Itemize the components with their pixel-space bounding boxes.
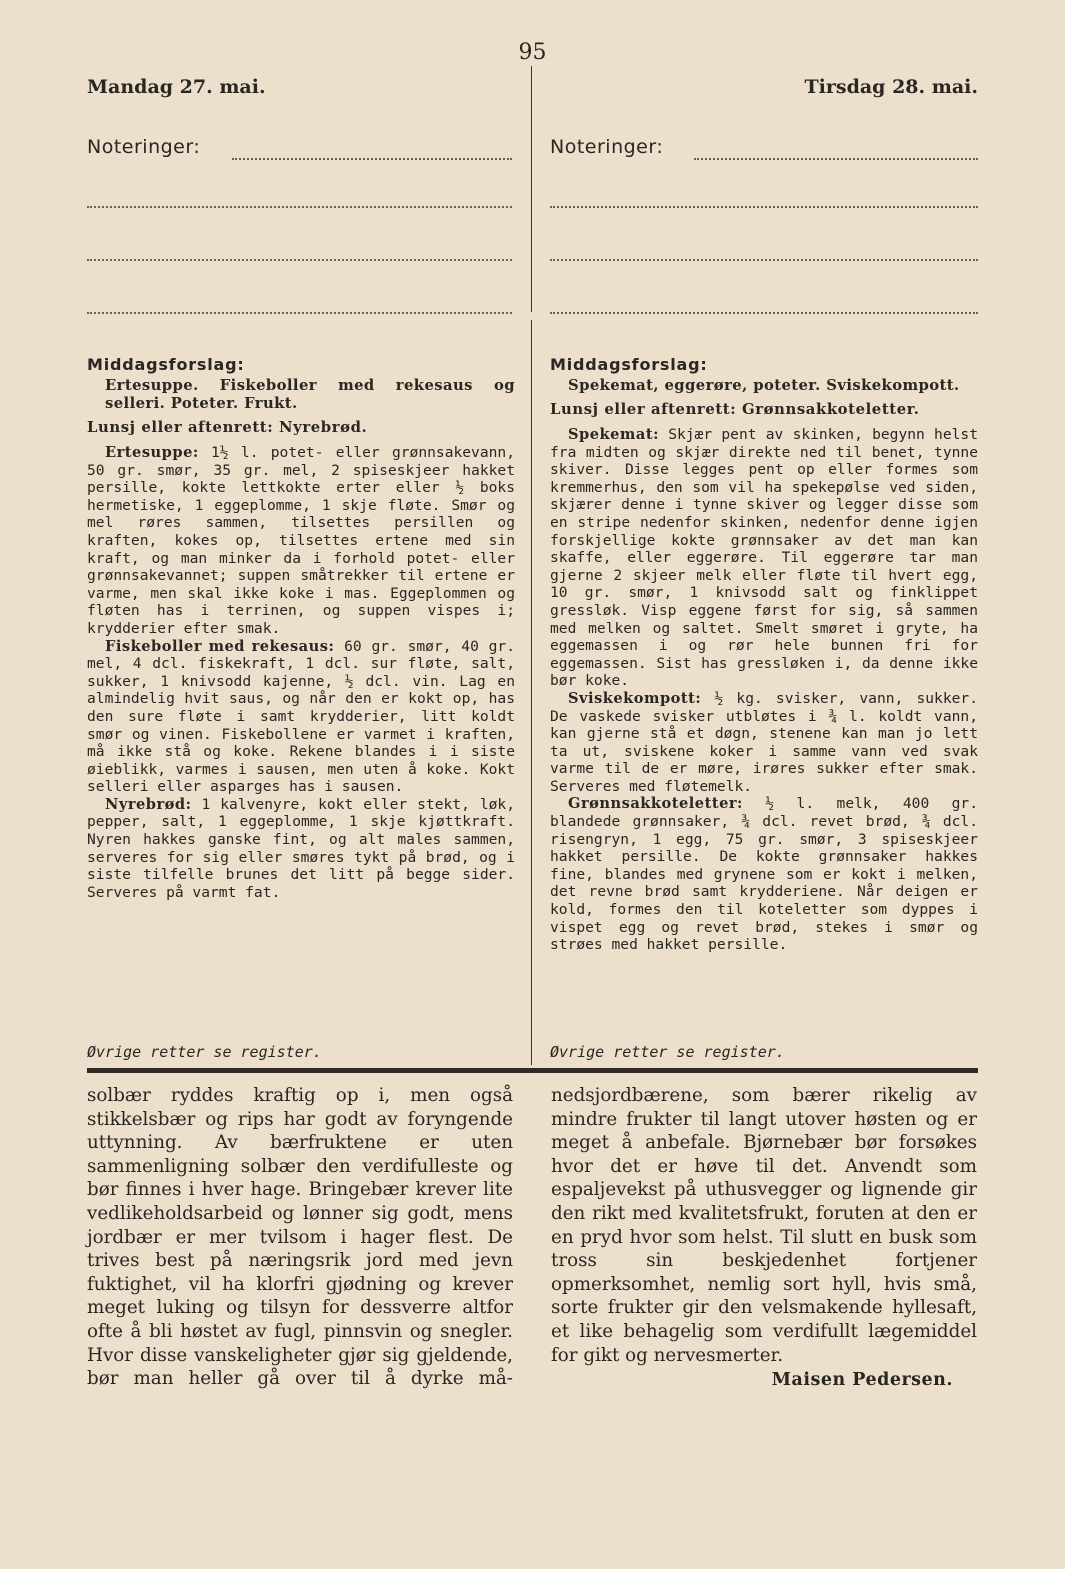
right-see-register: Øvrige retter se register.	[550, 1043, 785, 1061]
article-right-text: nedsjordbærene, som bærer rikelig av mindre frukter til langt utover høsten og er meget å anbefale. Bjørnebær bør forsøkes hvor det er høve til det. Anvendt som espaljevekst på uthusvegger og lignende gir den rikt med kvalitetsfrukt, foruten at den er en pryd hvor som helst. Til slutt en busk som tross sin beskjedenhet fortjener opmerksomhet, nemlig sort hyll, hvis små, sorte frukter gir den velsmakende hyllesaft, et like behagelig som verdifullt lægemiddel for gikt og nervesmerter.	[551, 1085, 977, 1366]
right-notes-line-3[interactable]	[550, 259, 978, 261]
recipe-text: 1½ l. potet- eller grønnsakevann, 50 gr. smør, 35 gr. mel, 2 spiseskjeer hakket persille, kokte lettkokte erter eller ½ boks hermetiske, 1 eggeplomme, 1 skje fløte. Smør og mel røres sammen, tilsettes persillen og kraften, kokes op, tilsettes ertene med sin kraft, og man minker da i forhold potet- eller grønnsakevannet; suppen småtrekker til ertene er varme, men skal ikke koke i mas. Eggeplommen og fløten has i terrinen, og suppen vispes i; krydderier efter smak.	[87, 444, 515, 637]
recipe-text: Skjær pent av skinken, begynn helst fra midten og skjær direkte ned til benet, tynne skiver. Disse legges pent op eller formes som kremmerhus, den som vil ha spekepølse ved siden, skjærer denne i tynne skiver og legger disse som en stripe nedenfor skinken, nedenfor denne igjen forskjellige kokte grønnsaker av det man kan skaffe, eller eggerøre. Til eggerøre tar man gjerne 2 skjeer melk eller fløte til hvert egg, 10 gr. smør, 1 knivsodd salt og finklippet gressløk. Visp eggene først for sig, så sammen med melken og saltet. Smelt smøret i gryte, ha eggemassen i og rør hele bunnen fri for eggemassen. Sist has gressløken i, da denne ikke bør koke.	[550, 426, 978, 690]
right-notes-line-1[interactable]	[694, 158, 978, 160]
recipe-title: Grønnsakkoteletter:	[568, 795, 743, 813]
right-notes-line-4[interactable]	[550, 312, 978, 314]
recipe-text: 1 kalvenyre, kokt eller stekt, løk, pepper, salt, 1 eggeplomme, 1 skje kjøttkraft. Nyren hakkes ganske fint, og alt males sammen, serveres for sig eller smøres tykt på brød, og i siste tilfelle brunes det litt på begge sider. Serveres på varmt fat.	[87, 795, 515, 901]
left-dinner-menu: Ertesuppe. Fiskeboller med rekesaus og selleri. Poteter. Frukt.	[105, 377, 515, 412]
left-notes-line-2[interactable]	[87, 206, 512, 208]
article-left-text: solbær ryddes kraftig op i, men også stikkelsbær og rips har godt av foryngende uttynning. Av bærfruktene er uten sammenligning solbær den verdifulleste og bør finnes i hver hage. Bringebær krever lite vedlikeholdsarbeid og lønner sig godt, mens jordbær er mer tvilsom i hager flest. De trives best på næringsrik jord med jevn fuktighet, vil ha klorfri gjødning og krever meget luking og tilsyn for dessverre altfor ofte å bli høstet av fugl, pinnsvin og snegler. Hvor disse vanskeligheter gjør sig gjeldende, bør man heller gå over til å dyrke må-	[87, 1085, 513, 1390]
recipe-title: Spekemat:	[568, 426, 659, 443]
page-number: 95	[518, 40, 547, 65]
left-notes-label-text: Noteringer:	[87, 136, 201, 158]
right-dinner-menu: Spekemat, eggerøre, poteter. Sviskekompott.	[568, 377, 960, 394]
left-recipes	[87, 444, 515, 901]
recipe-gronnsakkoteletter	[550, 795, 978, 953]
recipe-ertesuppe	[87, 444, 515, 638]
left-day-column	[87, 355, 515, 901]
recipe-sviskekompott	[550, 690, 978, 796]
left-lunch-suggestion: Lunsj eller aftenrett: Nyrebrød.	[87, 419, 368, 436]
recipe-title: Nyrebrød:	[105, 795, 192, 813]
column-divider-bottom	[531, 320, 532, 1065]
article-right-column	[551, 1084, 977, 1393]
recipe-text: 60 gr. smør, 40 gr. mel, 4 dcl. fiskekraft, 1 dcl. sur fløte, salt, sukker, 1 knivsodd kajenne, ½ dcl. vin. Lag en almindelig hvit saus, og når den er kokt op, has den sure fløte i samt krydderier, litt koldt smør og vinen. Fiskebollene er varmet i kraften, må ikke stå og koke. Rekene blandes i i siste øieblikk, varmes i sausen, men uten å koke. Kokt selleri eller asparges has i sausen.	[87, 637, 515, 796]
left-notes-label	[87, 136, 200, 158]
recipe-text: ½ l. melk, 400 gr. blandede grønnsaker, ¾ dcl. revet brød, ¾ dcl. risengryn, 1 egg, 75 gr. smør, 3 spiseskjeer hakket persille. De kokte grønnsaker hakkes fine, blandes med grynene som er kokt i melken, det revne brød samt krydderiene. Når deigen er kold, formes den til koteletter som dyppes i vispet egg og revet brød, stekes i smør og strøes med hakket persille.	[550, 795, 978, 954]
left-notes-line-4[interactable]	[87, 312, 512, 314]
recipe-title: Ertesuppe:	[105, 444, 199, 461]
recipe-text: ½ kg. svisker, vann, sukker. De vaskede svisker utbløtes i ¾ l. koldt vann, kan gjerne stå et døgn, stenene kan man jo lett ta ut, sviskene koker i samme vann ved svak varme til de er møre, irøres sukker efter smak. Serveres med fløtemelk.	[550, 689, 978, 795]
article-signature: Maisen Pedersen.	[771, 1370, 953, 1391]
left-dinner-heading: Middagsforslag:	[87, 355, 245, 374]
article-left-column	[87, 1084, 513, 1391]
column-divider-top	[531, 66, 532, 312]
left-notes-line-1[interactable]	[232, 158, 512, 160]
right-day-date: Tirsdag 28. mai.	[804, 76, 978, 98]
left-day-date: Mandag 27. mai.	[87, 76, 266, 98]
recipe-spekemat	[550, 426, 978, 690]
right-notes-label-text: Noteringer:	[550, 136, 664, 158]
right-notes-label	[550, 136, 663, 158]
recipe-title: Sviskekompott:	[568, 689, 702, 707]
right-day-column	[550, 355, 978, 954]
recipe-title: Fiskeboller med rekesaus:	[105, 637, 335, 655]
right-recipes	[550, 426, 978, 954]
section-divider	[87, 1068, 978, 1073]
right-notes-line-2[interactable]	[550, 206, 978, 208]
recipe-fiskeboller	[87, 638, 515, 796]
right-lunch-suggestion: Lunsj eller aftenrett: Grønnsakkoteletter.	[550, 401, 920, 418]
recipe-nyrebrod	[87, 796, 515, 902]
left-see-register: Øvrige retter se register.	[87, 1043, 322, 1061]
left-notes-line-3[interactable]	[87, 259, 512, 261]
right-dinner-heading: Middagsforslag:	[550, 355, 708, 374]
